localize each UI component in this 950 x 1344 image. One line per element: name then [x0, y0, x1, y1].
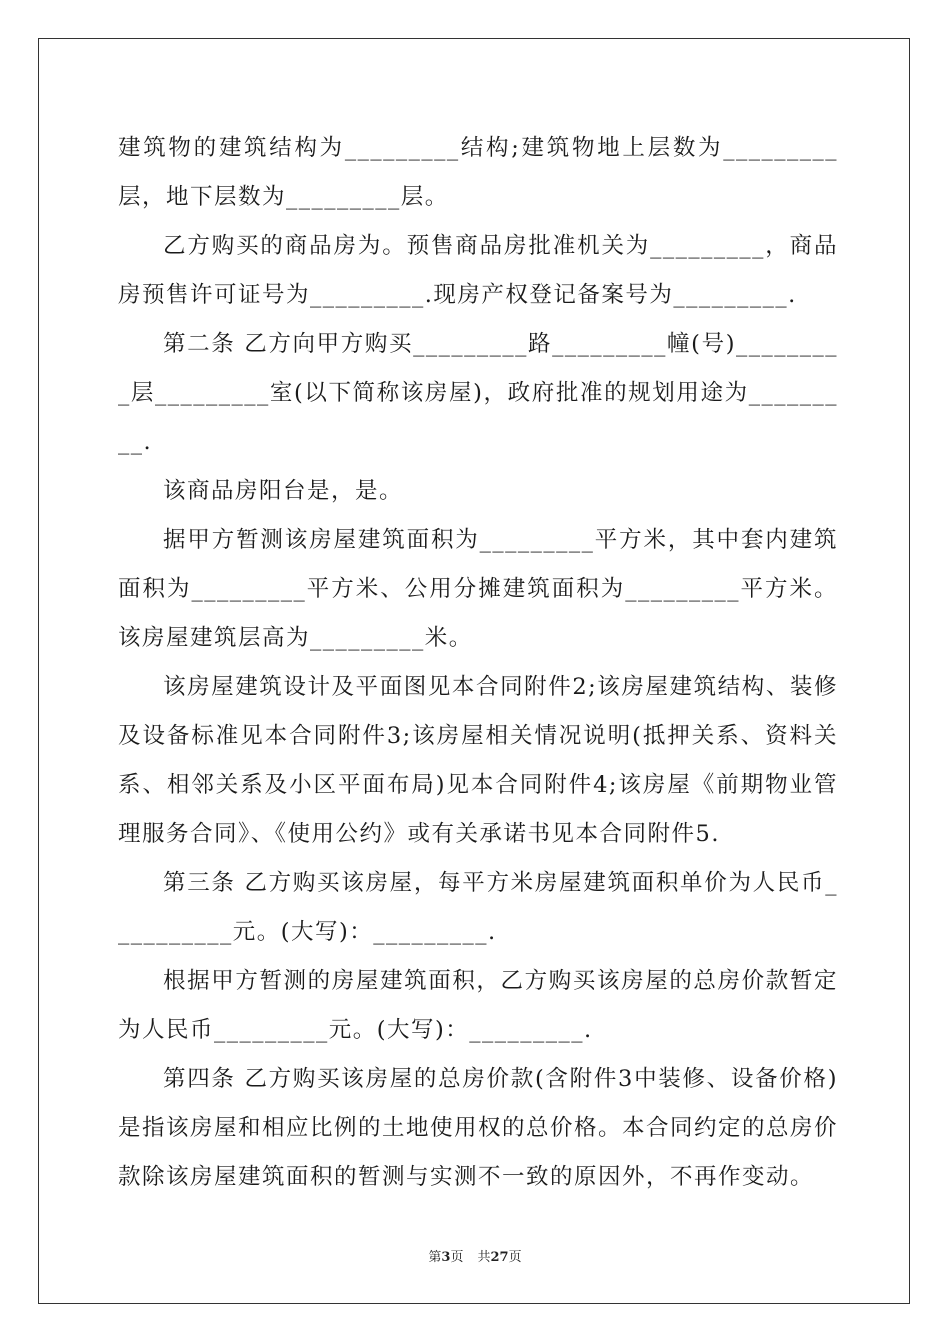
- footer-page-prefix: 第: [428, 1250, 442, 1265]
- footer-total-pages: 27: [490, 1250, 509, 1265]
- paragraph-article-2: 第二条 乙方向甲方购买_________路_________幢(号)_________层_________室(以下简称该房屋)，政府批准的规划用途为_________.: [118, 331, 838, 455]
- paragraph-floor-area: 据甲方暂测该房屋建筑面积为_________平方米，其中套内建筑面积为_________平方米、公用分摊建筑面积为_________平方米。该房屋建筑层高为_________米。: [118, 527, 838, 651]
- footer-total-suffix: 页: [508, 1250, 522, 1265]
- paragraph-article-4: 第四条 乙方购买该房屋的总房价款(含附件3中装修、设备价格)是指该房屋和相应比例的土地使用权的总价格。本合同约定的总房价款除该房屋建筑面积的暂测与实测不一致的原因外，不再作变动。: [118, 1066, 839, 1190]
- paragraph-attachments: 该房屋建筑设计及平面图见本合同附件2;该房屋建筑结构、装修及设备标准见本合同附件3;该房屋相关情况说明(抵押关系、资料关系、相邻关系及小区平面布局)见本合同附件4;该房屋《前期物业管理服务合同》、《使用公约》或有关承诺书见本合同附件5.: [118, 674, 838, 847]
- footer-page-number: 3: [441, 1250, 451, 1265]
- paragraph-building-structure: 建筑物的建筑结构为_________结构;建筑物地上层数为_________层，地下层数为_________层。: [118, 135, 838, 210]
- document-body: [118, 124, 838, 1202]
- footer-page-suffix: 页: [450, 1250, 464, 1265]
- paragraph-presale-permit: 乙方购买的商品房为。预售商品房批准机关为_________，商品房预售许可证号为_________.现房产权登记备案号为_________.: [118, 233, 838, 308]
- paragraph-balcony: 该商品房阳台是，是。: [163, 478, 404, 504]
- footer-total-prefix: 共: [477, 1250, 491, 1265]
- paragraph-article-3: 第三条 乙方购买该房屋，每平方米房屋建筑面积单价为人民币__________元。(大写)：_________.: [118, 870, 838, 945]
- paragraph-total-price: 根据甲方暂测的房屋建筑面积，乙方购买该房屋的总房价款暂定为人民币_________元。(大写)：_________.: [118, 968, 838, 1043]
- page-footer: [0, 1246, 950, 1265]
